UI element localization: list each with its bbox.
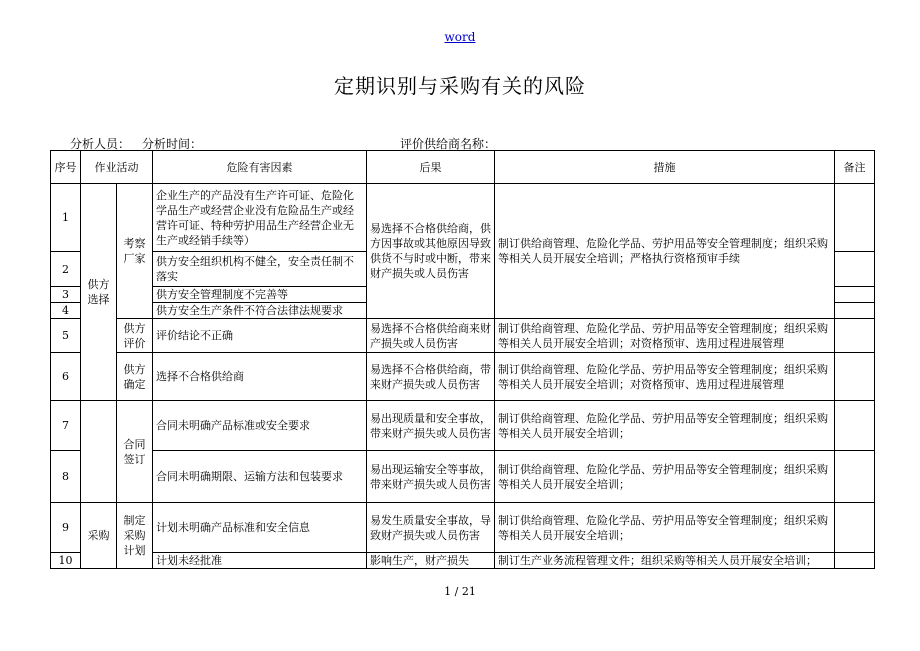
col-remark: 备注 bbox=[835, 151, 875, 184]
hazard-cell: 企业生产的产品没有生产许可证、危险化学品生产或经营企业没有危险品生产或经营许可证、特种劳护用品生产经营企业无生产或经销手续等） bbox=[153, 184, 367, 252]
group-supply-select: 供方选择 bbox=[81, 184, 117, 401]
page-number: 1 / 21 bbox=[444, 585, 476, 598]
sub-inspect: 考察厂家 bbox=[117, 184, 153, 319]
sub-confirm: 供方确定 bbox=[117, 353, 153, 401]
row-no: 10 bbox=[51, 553, 81, 569]
hazard-cell: 计划未明确产品标准和安全信息 bbox=[153, 503, 367, 553]
row-no: 5 bbox=[51, 319, 81, 353]
row-no: 6 bbox=[51, 353, 81, 401]
remark-cell bbox=[835, 353, 875, 401]
analyst-label: 分析人员： bbox=[70, 137, 131, 151]
table-row bbox=[51, 184, 875, 252]
consequence-cell: 易出现运输安全等事故，带来财产损失或人员伤害 bbox=[367, 451, 495, 503]
col-no: 序号 bbox=[51, 151, 81, 184]
table-header-row bbox=[51, 151, 875, 184]
consequence-cell: 影响生产，财产损失 bbox=[367, 553, 495, 569]
measures-cell: 制订供给商管理、危险化学品、劳护用品等安全管理制度；组织采购等相关人员开展安全培训；对资格预审、选用过程进展管理 bbox=[495, 353, 835, 401]
supplier-name-label: 评价供给商名称： bbox=[400, 137, 497, 151]
row-no: 7 bbox=[51, 401, 81, 451]
sub-plan: 制定采购计划 bbox=[117, 503, 153, 569]
analysis-time-label: 分析时间： bbox=[142, 137, 203, 151]
measures-cell-merged: 制订供给商管理、危险化学品、劳护用品等安全管理制度；组织采购等相关人员开展安全培训；严格执行资格预审手续 bbox=[495, 184, 835, 319]
remark-cell bbox=[835, 401, 875, 451]
consequence-cell-merged: 易选择不合格供给商，供方因事故或其他原因导致供货不与时或中断，带来财产损失或人员伤害 bbox=[367, 184, 495, 319]
info-line bbox=[70, 135, 870, 151]
row-no: 8 bbox=[51, 451, 81, 503]
measures-cell: 制订供给商管理、危险化学品、劳护用品等安全管理制度；组织采购等相关人员开展安全培训； bbox=[495, 503, 835, 553]
hazard-cell: 合同未明确期限、运输方法和包装要求 bbox=[153, 451, 367, 503]
table-row bbox=[51, 451, 875, 503]
sub-contract: 合同签订 bbox=[117, 401, 153, 503]
row-no: 3 bbox=[51, 287, 81, 303]
consequence-cell: 易选择不合格供给商来财产损失或人员伤害 bbox=[367, 319, 495, 353]
hazard-cell: 合同未明确产品标准或安全要求 bbox=[153, 401, 367, 451]
consequence-cell: 易发生质量安全事故，导致财产损失或人员伤害 bbox=[367, 503, 495, 553]
table-row bbox=[51, 503, 875, 553]
col-activity: 作业活动 bbox=[81, 151, 153, 184]
table-row bbox=[51, 319, 875, 353]
measures-cell: 制订生产业务流程管理文件；组织采购等相关人员开展安全培训； bbox=[495, 553, 835, 569]
remark-cell bbox=[835, 252, 875, 287]
measures-cell: 制订供给商管理、危险化学品、劳护用品等安全管理制度；组织采购等相关人员开展安全培训；对资格预审、选用过程进展管理 bbox=[495, 319, 835, 353]
remark-cell bbox=[835, 503, 875, 553]
page-title: 定期识别与采购有关的风险 bbox=[334, 74, 586, 98]
hazard-cell: 计划未经批准 bbox=[153, 553, 367, 569]
risk-table bbox=[50, 150, 875, 569]
group-procurement: 采购 bbox=[81, 503, 117, 569]
consequence-cell: 易出现质量和安全事故，带来财产损失或人员伤害 bbox=[367, 401, 495, 451]
hazard-cell: 供方安全组织机构不健全，安全责任制不落实 bbox=[153, 252, 367, 287]
row-no: 2 bbox=[51, 252, 81, 287]
activity-blank-cell bbox=[81, 401, 117, 503]
col-consequence: 后果 bbox=[367, 151, 495, 184]
hazard-cell: 供方安全管理制度不完善等 bbox=[153, 287, 367, 303]
hazard-cell: 评价结论不正确 bbox=[153, 319, 367, 353]
remark-cell bbox=[835, 184, 875, 252]
hazard-cell: 选择不合格供给商 bbox=[153, 353, 367, 401]
table-row bbox=[51, 401, 875, 451]
col-measures: 措施 bbox=[495, 151, 835, 184]
table-row bbox=[51, 553, 875, 569]
sub-evaluate: 供方评价 bbox=[117, 319, 153, 353]
header-word-link[interactable]: word bbox=[444, 30, 476, 44]
remark-cell bbox=[835, 319, 875, 353]
measures-cell: 制订供给商管理、危险化学品、劳护用品等安全管理制度；组织采购等相关人员开展安全培训； bbox=[495, 401, 835, 451]
table-row bbox=[51, 353, 875, 401]
measures-cell: 制订供给商管理、危险化学品、劳护用品等安全管理制度；组织采购等相关人员开展安全培训； bbox=[495, 451, 835, 503]
consequence-cell: 易选择不合格供给商，带来财产损失或人员伤害 bbox=[367, 353, 495, 401]
remark-cell bbox=[835, 287, 875, 303]
remark-cell bbox=[835, 303, 875, 319]
row-no: 9 bbox=[51, 503, 81, 553]
row-no: 1 bbox=[51, 184, 81, 252]
remark-cell bbox=[835, 451, 875, 503]
row-no: 4 bbox=[51, 303, 81, 319]
hazard-cell: 供方安全生产条件不符合法律法规要求 bbox=[153, 303, 367, 319]
remark-cell bbox=[835, 553, 875, 569]
col-hazard: 危险有害因素 bbox=[153, 151, 367, 184]
